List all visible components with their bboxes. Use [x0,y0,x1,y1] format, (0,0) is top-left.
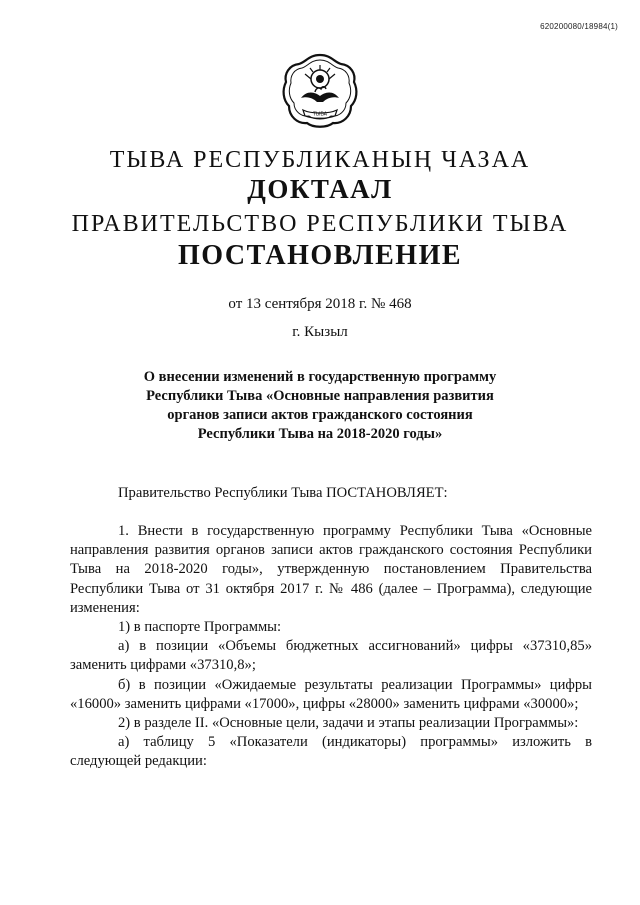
document-body [70,522,592,772]
title-line: Республики Тыва на 2018-2020 годы» [197,426,443,442]
header-tuvan-government: ТЫВА РЕСПУБЛИКАНЫҢ ЧАЗАА [109,147,531,173]
body-paragraph: 2) в разделе II. «Основные цели, задачи и этапы реализации Программы»: [118,715,579,732]
header-doktaal: ДОКТААЛ [247,174,393,204]
body-paragraph: а) таблицу 5 «Показатели (индикаторы) программы» изложить в следующей редакции: [70,734,592,770]
header-government: ПРАВИТЕЛЬСТВО РЕСПУБЛИКИ ТЫВА [71,211,569,237]
title-line: органов записи актов гражданского состояния [167,407,473,423]
title-line: Республики Тыва «Основные направления развития [146,388,494,404]
document-title [120,368,520,444]
body-paragraph: а) в позиции «Объемы бюджетных ассигнований» цифры «37310,85» заменить цифрами «37310,8»; [70,638,592,674]
body-paragraph: 1. Внести в государственную программу Республики Тыва «Основные направления развития органов записи актов гражданского состояния Республики Тыва на 2018-2020 годы», утвержденную постановлением Правительства Республики Тыва от 31 октября 2017 г. № 486 (далее – Программа), следующие изменения: [70,523,592,616]
tuva-coat-of-arms-icon [281,52,359,130]
body-paragraph: б) в позиции «Ожидаемые результаты реализации Программы» цифры «16000» заменить цифрами «17000», цифры «28000» заменить цифрами «30000»; [70,676,592,712]
body-paragraph: 1) в паспорте Программы: [118,619,282,636]
document-code: 620200080/18984(1) [540,22,618,31]
header-postanovlenie: ПОСТАНОВЛЕНИЕ [177,240,463,271]
svg-text:ТЫВА: ТЫВА [313,111,327,118]
document-date: от 13 сентября 2018 г. № 468 [228,296,412,312]
document-city: г. Кызыл [292,324,348,340]
title-line: О внесении изменений в государственную программу [143,369,497,385]
decree-statement [70,484,592,503]
decree-line: Правительство Республики Тыва ПОСТАНОВЛЯЕТ: [118,485,448,501]
